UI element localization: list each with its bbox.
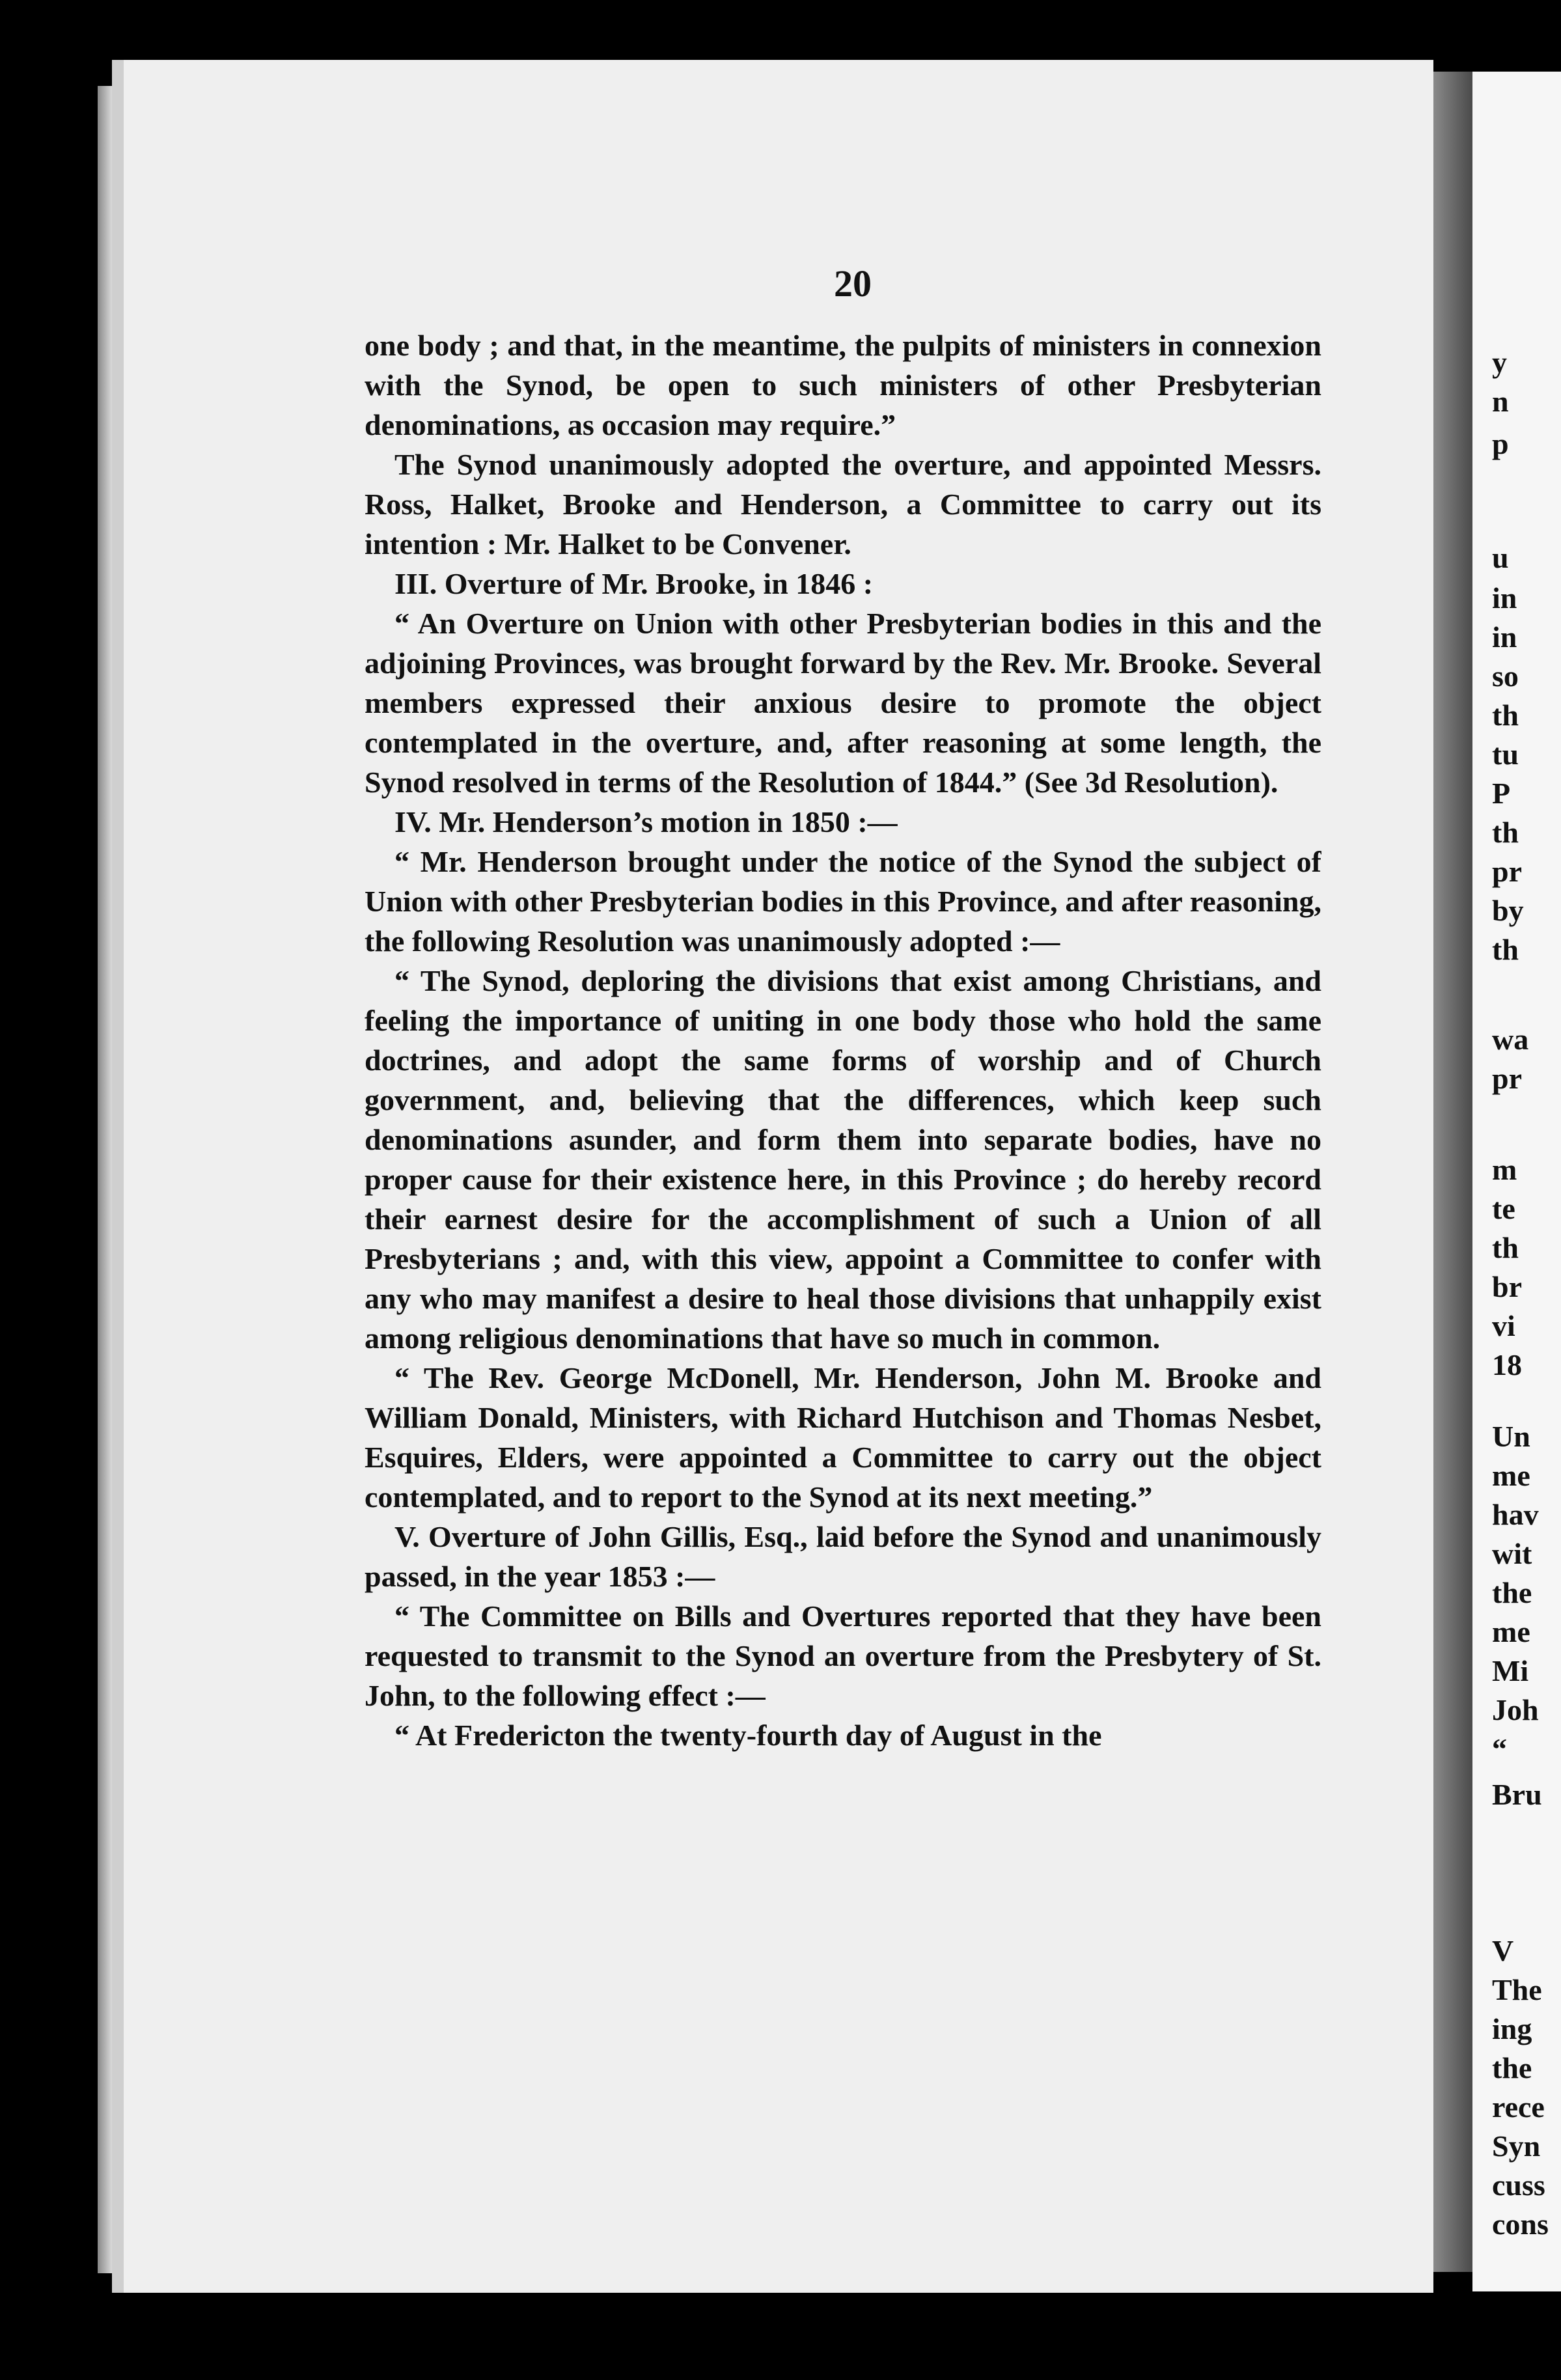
paragraph: “ At Fredericton the twenty-fourth day of August in the	[394, 1719, 1102, 1752]
facing-fragment: the	[1492, 1576, 1532, 1609]
facing-fragment: wit	[1492, 1537, 1532, 1570]
facing-fragment: P	[1492, 777, 1511, 810]
facing-fragment: wa	[1492, 1023, 1529, 1056]
paragraph: “ An Overture on Union with other Presbyterian bodies in this and the adjoining Provinces, was brought forward by the Rev. Mr. Brooke. Several members expressed their anxious desire to promote the object contemplated in the overture, and, after reasoning at some length, the Synod resolved in terms of the Resolution of 1844.” (See 3d Resolution).	[365, 607, 1321, 799]
facing-fragment: y	[1492, 346, 1507, 379]
paragraph: one body ; and that, in the meantime, the pulpits of ministers in connexion with the Synod, be open to such ministers of other Presbyterian denominations, as occasion may require.”	[365, 329, 1321, 441]
paragraph: “ Mr. Henderson brought under the notice of the Synod the subject of Union with other Presbyterian bodies in this Province, and after reasoning, the following Resolution was unanimously adopted :—	[365, 845, 1321, 958]
paragraph: “ The Rev. George McDonell, Mr. Henderson, John M. Brooke and William Donald, Ministers, with Richard Hutchison and Thomas Nesbet, Esquires, Elders, were appointed a Committee to carry out the object contemplated, and to report to the Synod at its next meeting.”	[365, 1361, 1321, 1514]
facing-fragment: th	[1492, 1231, 1519, 1264]
facing-fragment: cuss	[1492, 2168, 1545, 2202]
facing-fragment: pr	[1492, 1062, 1522, 1095]
facing-fragment: “	[1492, 1732, 1507, 1765]
facing-fragment: th	[1492, 933, 1519, 966]
facing-fragment: ing	[1492, 2012, 1532, 2045]
facing-fragment: n	[1492, 385, 1509, 418]
facing-fragment: 18	[1492, 1348, 1522, 1381]
section-heading: V. Overture of John Gillis, Esq., laid before the Synod and unanimously passed, in the year 1853 :—	[365, 1520, 1321, 1593]
facing-fragment: me	[1492, 1459, 1530, 1492]
facing-fragment: Un	[1492, 1420, 1530, 1453]
facing-fragment: Bru	[1492, 1778, 1542, 1811]
facing-fragment: so	[1492, 659, 1519, 693]
page-number: 20	[834, 262, 872, 305]
section-heading: IV. Mr. Henderson’s motion in 1850 :—	[394, 805, 898, 838]
facing-fragment: th	[1492, 816, 1519, 849]
facing-fragment: te	[1492, 1192, 1515, 1225]
facing-fragment: rece	[1492, 2090, 1545, 2124]
facing-fragment: by	[1492, 894, 1524, 927]
facing-fragment: Mi	[1492, 1654, 1529, 1687]
facing-fragment: hav	[1492, 1498, 1539, 1531]
paragraph: The Synod unanimously adopted the overture, and appointed Messrs. Ross, Halket, Brooke and Henderson, a Committee to carry out its intention : Mr. Halket to be Convener.	[365, 448, 1321, 560]
facing-fragment: the	[1492, 2051, 1532, 2084]
facing-fragment: m	[1492, 1153, 1517, 1186]
book-gutter	[1433, 72, 1472, 2272]
facing-page	[1472, 72, 1561, 2291]
facing-fragment: cons	[1492, 2207, 1549, 2241]
paragraph: “ The Synod, deploring the divisions that exist among Christians, and feeling the importance of uniting in one body those who hold the same doctrines, and adopt the same forms of worship and of Church government, and, believing that the differences, which keep such denominations asunder, and form them into separate bodies, have no proper cause for their existence here, in this Province ; do hereby record their earnest desire for the accomplishment of such a Union of all Presbyterians ; and, with this view, appoint a Committee to confer with any who may manifest a desire to heal those divisions that unhappily exist among religious denominations that have so much in common.	[365, 964, 1321, 1355]
facing-fragment: vi	[1492, 1309, 1515, 1342]
facing-fragment: Joh	[1492, 1693, 1539, 1726]
facing-fragment: th	[1492, 699, 1519, 732]
facing-fragment: in	[1492, 581, 1517, 615]
paragraph: “ The Committee on Bills and Overtures reported that they have been requested to transmit to the Synod an overture from the Presbytery of St. John, to the following effect :—	[365, 1599, 1321, 1712]
facing-fragment: pr	[1492, 855, 1522, 888]
facing-fragment: V	[1492, 1934, 1514, 1967]
facing-fragment: me	[1492, 1615, 1530, 1648]
facing-fragment: The	[1492, 1973, 1542, 2006]
facing-fragment: p	[1492, 427, 1509, 460]
body-text	[365, 325, 1321, 2096]
facing-fragment: Syn	[1492, 2129, 1541, 2163]
facing-fragment: tu	[1492, 738, 1519, 771]
facing-fragment: br	[1492, 1270, 1522, 1303]
facing-fragment: u	[1492, 541, 1509, 574]
section-heading: III. Overture of Mr. Brooke, in 1846 :	[394, 567, 874, 600]
facing-fragment: in	[1492, 620, 1517, 654]
